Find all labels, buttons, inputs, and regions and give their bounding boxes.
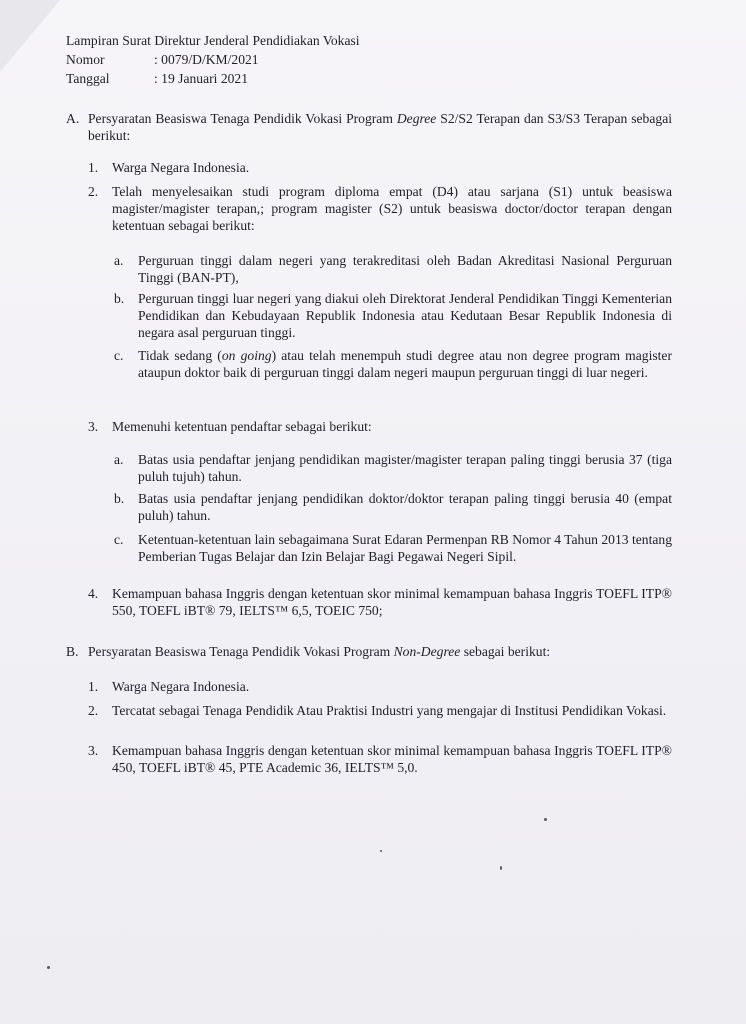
section-a-title-pre: Persyaratan Beasiswa Tenaga Pendidik Vokasi Program	[88, 111, 397, 126]
letter-header	[66, 31, 360, 88]
section-a-item-2-sub-c	[66, 347, 672, 381]
sub-text	[138, 347, 672, 381]
tanggal-value: : 19 Januari 2021	[154, 71, 249, 86]
section-a-title-em: Degree	[396, 111, 437, 126]
section-a-item-3-sub-a	[66, 451, 672, 485]
section-b-letter: B.	[66, 644, 79, 659]
section-b-title-post: sebagai berikut:	[460, 644, 551, 659]
speck	[47, 966, 50, 969]
item-text: Warga Negara Indonesia.	[112, 160, 250, 175]
section-a-item-2-sub-a	[66, 252, 672, 286]
folded-corner	[0, 0, 60, 72]
section-b-item-1	[66, 678, 672, 695]
sub-letter: c.	[114, 532, 124, 547]
section-a-letter: A.	[66, 111, 80, 126]
speck	[500, 866, 502, 870]
sub-text-pre: Tidak sedang (	[138, 348, 222, 363]
speck	[544, 818, 547, 821]
item-text: Kemampuan bahasa Inggris dengan ketentuan skor minimal kemampuan bahasa Inggris TOEFL ITP® 450, TOEFL iBT® 45, PTE Academic 36, IELTS™ 5,0.	[112, 743, 672, 775]
section-a-title-post: S2/S2 Terapan dan S3/S3 Terapan sebagai berikut:	[88, 111, 672, 143]
sub-text: Ketentuan-ketentuan lain sebagaimana Surat Edaran Permenpan RB Nomor 4 Tahun 2013 tentang Pemberian Tugas Belajar dan Izin Belajar Bagi Pegawai Negeri Sipil.	[138, 532, 672, 564]
item-text: Telah menyelesaikan studi program diploma empat (D4) atau sarjana (S1) untuk beasiswa magister/magister terapan,; program magister (S2) untuk beasiswa doctor/doctor terapan dengan ketentuan sebagai berikut:	[112, 184, 672, 233]
section-a-item-3-sub-b	[66, 490, 672, 524]
sub-text: Batas usia pendaftar jenjang pendidikan magister/magister terapan paling tinggi berusia 37 (tiga puluh tujuh) tahun.	[138, 452, 672, 484]
nomor-label: Nomor	[66, 52, 105, 67]
section-a-item-3	[66, 418, 672, 435]
item-text: Memenuhi ketentuan pendaftar sebagai berikut:	[112, 419, 372, 434]
section-a-item-1	[66, 159, 672, 176]
section-a-item-2	[66, 183, 672, 234]
section-b-item-3	[66, 742, 672, 776]
sub-letter: c.	[114, 348, 124, 363]
section-b-heading	[66, 643, 672, 660]
section-b-title-em: Non-Degree	[393, 644, 461, 659]
sub-letter: a.	[114, 253, 124, 268]
tanggal-label: Tanggal	[66, 71, 110, 86]
item-text: Kemampuan bahasa Inggris dengan ketentuan skor minimal kemampuan bahasa Inggris TOEFL ITP® 550, TOEFL iBT® 79, IELTS™ 6,5, TOEIC 750;	[112, 586, 672, 618]
section-a-item-3-sub-c	[66, 531, 672, 565]
sub-letter: b.	[114, 491, 125, 506]
header-title: Lampiran Surat Direktur Jenderal Pendidiakan Vokasi	[66, 33, 360, 48]
sub-text: Perguruan tinggi luar negeri yang diakui oleh Direktorat Jenderal Pendidikan Tinggi Kementerian Pendidikan dan Kebudayaan Republik Indonesia atau Kedutaan Besar Republik Indonesia di negara asal perguruan tinggi.	[138, 291, 672, 340]
item-number: 3.	[88, 743, 99, 758]
item-text: Tercatat sebagai Tenaga Pendidik Atau Praktisi Industri yang mengajar di Institusi Pendidikan Vokasi.	[112, 703, 667, 718]
sub-text: Batas usia pendaftar jenjang pendidikan doktor/doktor terapan paling tinggi berusia 40 (empat puluh) tahun.	[138, 491, 672, 523]
item-number: 1.	[88, 160, 99, 175]
section-a-title	[88, 110, 672, 144]
sub-letter: a.	[114, 452, 124, 467]
item-number: 3.	[88, 419, 99, 434]
header-tanggal	[66, 69, 360, 88]
sub-text: Perguruan tinggi dalam negeri yang terakreditasi oleh Badan Akreditasi Nasional Perguruan Tinggi (BAN-PT),	[138, 253, 672, 285]
sub-text-post: ) atau telah menempuh studi degree atau non degree program magister ataupun doktor baik di perguruan tinggi dalam negeri maupun perguruan tinggi di luar negeri.	[138, 348, 672, 380]
item-number: 2.	[88, 184, 99, 199]
section-a-item-4	[66, 585, 672, 619]
header-nomor	[66, 50, 360, 69]
item-number: 4.	[88, 586, 99, 601]
item-number: 2.	[88, 703, 99, 718]
nomor-value: : 0079/D/KM/2021	[154, 52, 259, 67]
section-b-title-pre: Persyaratan Beasiswa Tenaga Pendidik Vokasi Program	[88, 644, 394, 659]
sub-letter: b.	[114, 291, 125, 306]
section-b-item-2	[66, 702, 672, 719]
section-a-item-2-sub-b	[66, 290, 672, 341]
speck	[380, 850, 382, 852]
section-a-heading	[66, 110, 672, 144]
item-number: 1.	[88, 679, 99, 694]
section-b-title	[88, 643, 672, 660]
item-text: Warga Negara Indonesia.	[112, 679, 250, 694]
sub-text-em: on going	[221, 348, 272, 363]
